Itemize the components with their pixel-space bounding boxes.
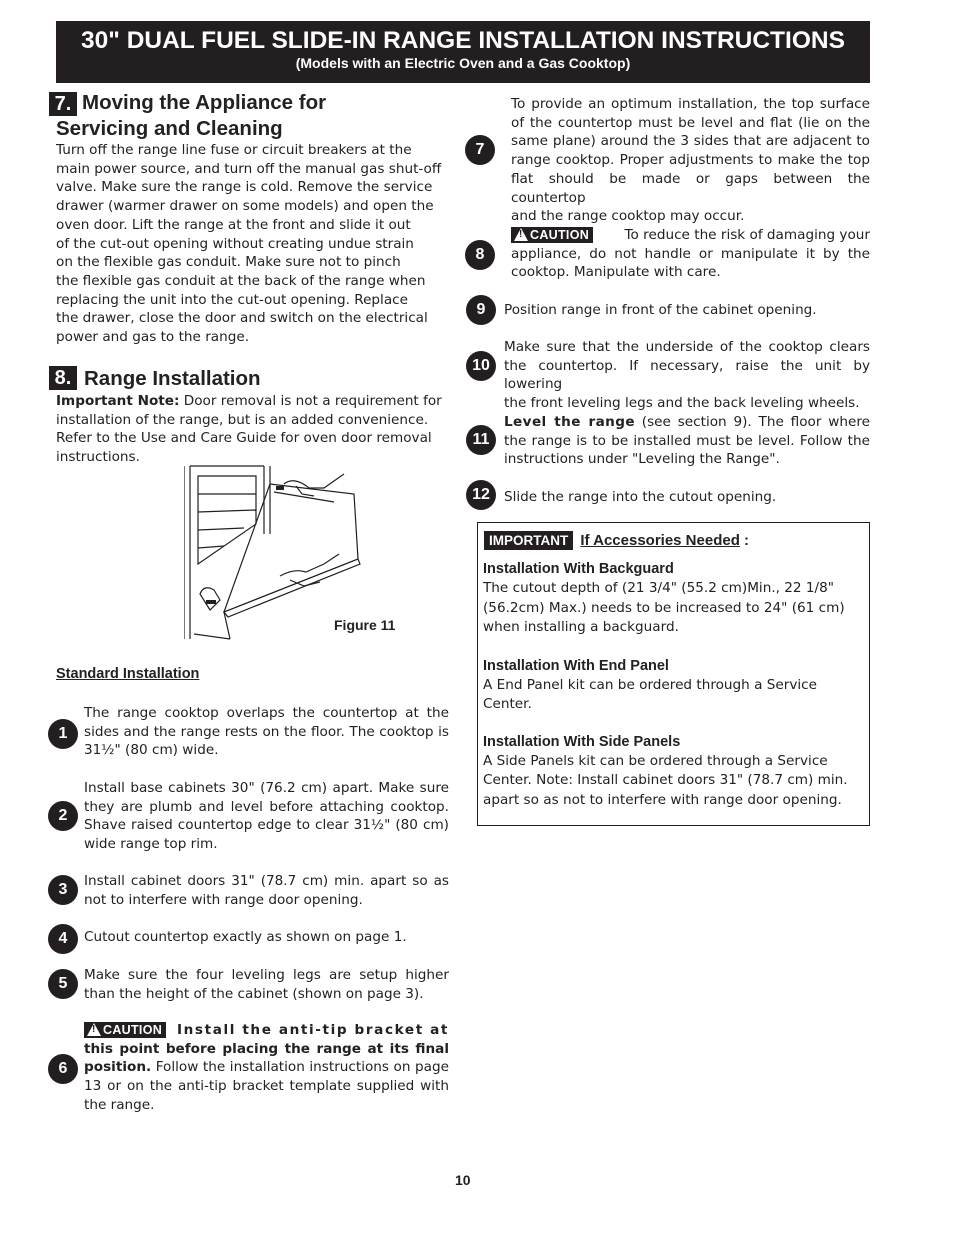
text-line: sides and the range rests on the floor. The cooktop is xyxy=(84,723,449,740)
text-line: the countertop. If necessary, raise the unit by lowering xyxy=(504,357,870,393)
text-line: flat should be made or gaps between the countertop xyxy=(511,170,870,206)
caution-label xyxy=(511,227,593,243)
accessories-body xyxy=(483,560,863,810)
figure-caption: Figure 11 xyxy=(334,617,396,633)
warning-icon xyxy=(514,228,528,241)
text-line: instructions. xyxy=(56,449,140,466)
text-line: of the cut-out opening without creating undue strain xyxy=(56,235,414,252)
accessories-title: If Accessories Needed xyxy=(580,532,740,549)
bold-text: position. xyxy=(84,1059,152,1076)
text-line: drawer (warmer drawer on some models) and open the xyxy=(56,198,434,215)
step-text xyxy=(504,301,870,320)
text-line: installation of the range, but is an added convenience. xyxy=(56,411,429,428)
warning-icon xyxy=(87,1023,101,1036)
bold-text: this point before placing the range at its final xyxy=(84,1040,449,1057)
page-header xyxy=(56,21,870,83)
note-line xyxy=(56,392,442,411)
text-line: 31½" (80 cm) wide. xyxy=(84,742,219,759)
side-panels-heading: Installation With Side Panels xyxy=(483,733,681,750)
text-line: when installing a backguard. xyxy=(483,619,679,635)
step-text xyxy=(504,488,870,507)
text-line: than the height of the cabinet (shown on page 3). xyxy=(84,985,424,1002)
step-text xyxy=(84,779,449,854)
text-line: the range. xyxy=(84,1096,155,1113)
section-7-body xyxy=(56,141,441,347)
note-text: Door removal is not a requirement for xyxy=(179,393,442,409)
section-8-number: 8. xyxy=(49,366,77,390)
backguard-heading: Installation With Backguard xyxy=(483,561,674,577)
step-badge: 12 xyxy=(466,480,496,510)
section-8-title: Range Installation xyxy=(84,367,261,390)
text-line: Slide the range into the cutout opening. xyxy=(504,489,777,505)
text-line: same plane) around the 3 sides that are adjacent to xyxy=(511,133,870,150)
text-line: Refer to the Use and Care Guide for oven door removal xyxy=(56,430,432,447)
step-text xyxy=(84,928,449,947)
text-line: apart so as not to interfere with range door opening. xyxy=(483,791,842,808)
text-line: Install base cabinets 30" (76.2 cm) apart. Make sure xyxy=(84,780,449,796)
bold-text: Install the anti-tip bracket at xyxy=(176,1022,449,1038)
step-badge: 10 xyxy=(466,351,496,381)
text-line: the range is to be installed must be level. Follow the xyxy=(504,432,870,449)
section-8-note xyxy=(56,392,442,467)
text-line: main power source, and turn off the manual gas shut-off xyxy=(56,160,442,177)
text-line: wide range top rim. xyxy=(84,836,218,853)
text-line: and the range cooktop may occur. xyxy=(511,208,745,225)
text-line: Turn off the range line fuse or circuit breakers at the xyxy=(56,142,412,158)
text-line xyxy=(504,413,870,432)
text-line: Make sure the four leveling legs are setup higher xyxy=(84,967,449,983)
step-text xyxy=(504,413,870,469)
text-line: Center. xyxy=(483,696,532,712)
text-line: Position range in front of the cabinet opening. xyxy=(504,302,817,318)
step-badge: 3 xyxy=(48,875,78,905)
step-text xyxy=(511,95,870,226)
text-segment: (see section 9). The floor where xyxy=(634,414,870,430)
section-7-title-line2: Servicing and Cleaning xyxy=(56,117,283,140)
text-line: Cutout countertop exactly as shown on page 1. xyxy=(84,929,407,945)
step-text xyxy=(84,872,449,909)
note-label: Important Note: xyxy=(56,393,180,409)
page-subtitle: (Models with an Electric Oven and a Gas Cooktop) xyxy=(295,55,631,71)
text-line: valve. Make sure the range is cold. Remove the service xyxy=(56,179,433,196)
text-line: oven door. Lift the range at the front and slide it out xyxy=(56,216,411,233)
text-line xyxy=(511,226,870,245)
text-line: the drawer, close the door and switch on the electrical xyxy=(56,310,428,327)
text-line: Install cabinet doors 31" (78.7 cm) min. apart so as xyxy=(84,873,449,889)
text-line: instructions under "Leveling the Range". xyxy=(504,451,780,468)
step-text xyxy=(84,704,449,760)
text-line: Make sure that the underside of the cooktop clears xyxy=(504,339,870,355)
text-line: the front leveling legs and the back leveling wheels. xyxy=(504,395,860,412)
text-segment: To reduce the risk of damaging your xyxy=(624,227,870,243)
text-line: cooktop. Manipulate with care. xyxy=(511,264,721,281)
text-line: replacing the unit into the cut-out opening. Replace xyxy=(56,291,409,308)
caution-text: CAUTION xyxy=(103,1023,163,1038)
section-7-number: 7. xyxy=(49,92,77,116)
caution-label xyxy=(84,1022,166,1038)
step-text xyxy=(504,338,870,413)
step-badge: 2 xyxy=(48,801,78,831)
standard-installation-heading: Standard Installation xyxy=(56,666,200,682)
step-badge: 5 xyxy=(48,969,78,999)
text-line: 13 or on the anti-tip bracket template supplied with xyxy=(84,1078,449,1095)
text-line: The range cooktop overlaps the countertop at the xyxy=(84,705,449,721)
text-line: To provide an optimum installation, the top surface xyxy=(511,96,870,112)
caution-text: CAUTION xyxy=(530,228,590,243)
text-line: on the flexible gas conduit. Make sure not to pinch xyxy=(56,254,401,271)
end-panel-heading: Installation With End Panel xyxy=(483,657,669,674)
text-line: A End Panel kit can be ordered through a Service xyxy=(483,676,818,693)
text-segment: Follow the installation instructions on page xyxy=(151,1059,449,1076)
important-label: IMPORTANT xyxy=(484,531,573,550)
accessories-colon: : xyxy=(739,532,750,549)
step-text xyxy=(84,966,449,1003)
text-line: The cutout depth of (21 3/4" (55.2 cm)Min., 22 1/8" xyxy=(483,580,835,596)
text-line xyxy=(84,1021,449,1040)
step-badge: 7 xyxy=(465,135,495,165)
step-badge: 11 xyxy=(466,425,496,455)
text-line: Center. Note: Install cabinet doors 31" (78.7 cm) min. xyxy=(483,772,848,788)
step-badge: 9 xyxy=(466,295,496,325)
text-line: range cooktop. Proper adjustments to make the top xyxy=(511,152,870,169)
accessories-header xyxy=(484,530,749,550)
step-6-text xyxy=(84,1021,449,1115)
page-title: 30" DUAL FUEL SLIDE-IN RANGE INSTALLATION INSTRUCTIONS xyxy=(81,27,845,54)
step-badge: 4 xyxy=(48,924,78,954)
text-line: of the countertop must be level and flat (lie on the xyxy=(511,114,870,131)
text-line: (56.2cm) Max.) needs to be increased to 24" (61 cm) xyxy=(483,599,845,616)
page-number: 10 xyxy=(455,1172,471,1188)
text-line: they are plumb and level before attaching cooktop. xyxy=(84,798,449,815)
text-line xyxy=(84,1058,449,1077)
section-7-title-line1: Moving the Appliance for xyxy=(82,91,327,114)
text-line: appliance, do not handle or manipulate it by the xyxy=(511,245,870,262)
bold-text: Level the range xyxy=(504,414,635,430)
text-line: not to interfere with range door opening. xyxy=(84,891,363,908)
text-line: the flexible gas conduit at the back of the range when xyxy=(56,272,426,289)
text-line: Shave raised countertop edge to clear 31½" (80 cm) xyxy=(84,817,449,834)
step-badge: 6 xyxy=(48,1054,78,1084)
text-line: power and gas to the range. xyxy=(56,329,250,346)
text-line: A Side Panels kit can be ordered through a Service xyxy=(483,752,828,769)
step-badge: 1 xyxy=(48,719,78,749)
step-text xyxy=(511,226,870,282)
step-badge: 8 xyxy=(465,240,495,270)
